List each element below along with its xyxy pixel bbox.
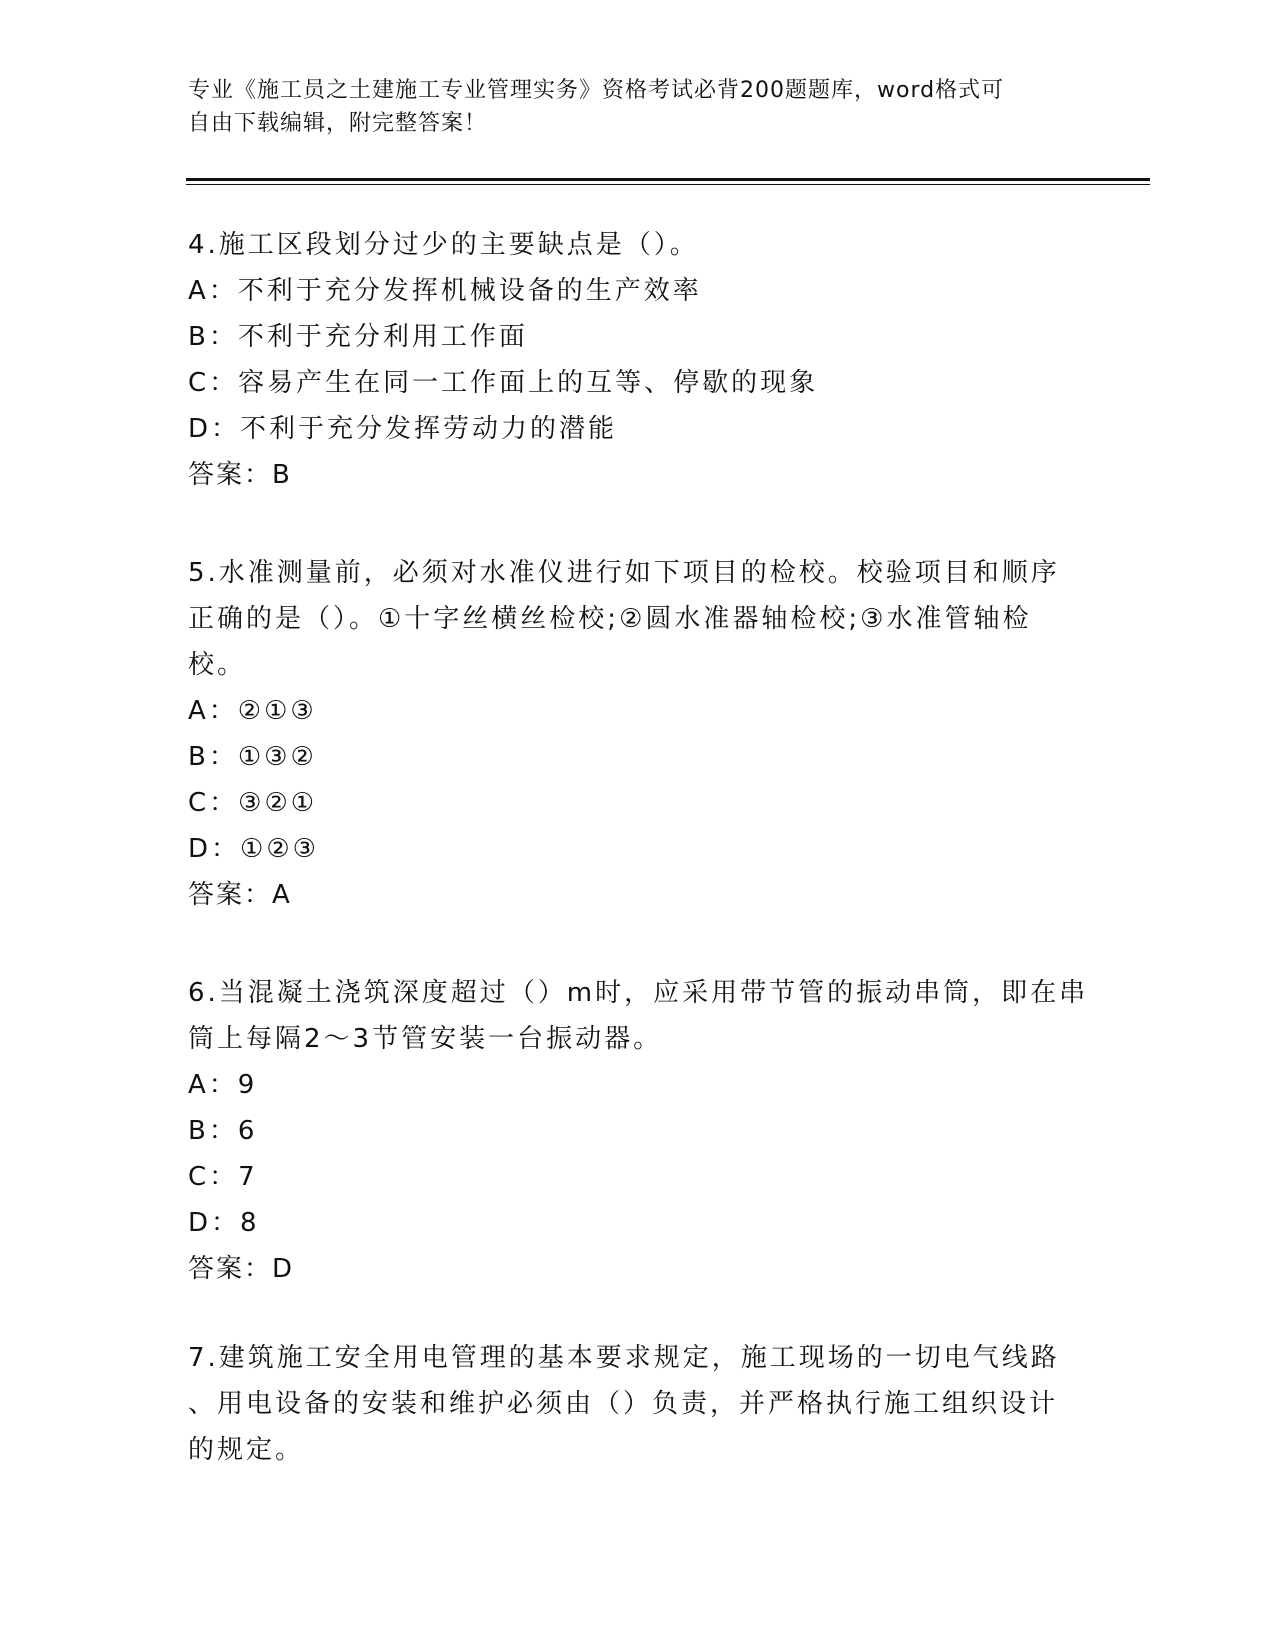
- answer: 答案：B: [188, 460, 292, 490]
- option-a: A：不利于充分发挥机械设备的生产效率: [188, 276, 702, 306]
- answer: 答案：A: [188, 880, 292, 910]
- question-text: 的规定。: [188, 1435, 305, 1465]
- question-6: [188, 970, 1088, 1292]
- option-d: D：不利于充分发挥劳动力的潜能: [188, 414, 618, 444]
- question-text: 4.施工区段划分过少的主要缺点是（）。: [188, 230, 699, 260]
- document-header: [188, 74, 1068, 140]
- option-c: C：③②①: [188, 788, 318, 818]
- option-a: A：9: [188, 1070, 258, 1100]
- option-b: B：不利于充分利用工作面: [188, 322, 528, 352]
- option-c: C：容易产生在同一工作面上的互等、停歇的现象: [188, 368, 819, 398]
- header-divider-thin: [186, 184, 1150, 185]
- option-d: D：①②③: [188, 834, 319, 864]
- question-text: 筒上每隔2～3节管安装一台振动器。: [188, 1024, 663, 1054]
- question-text: 6.当混凝土浇筑深度超过（）m时，应采用带节管的振动串筒，即在串: [188, 978, 1089, 1008]
- option-d: D：8: [188, 1208, 260, 1238]
- answer: 答案：D: [188, 1254, 295, 1284]
- option-c: C：7: [188, 1162, 258, 1192]
- option-a: A：②①③: [188, 696, 317, 726]
- header-line-1: 专业《施工员之土建施工专业管理实务》资格考试必背200题题库，word格式可: [188, 78, 1005, 103]
- question-text: 校。: [188, 650, 247, 680]
- option-b: B：6: [188, 1116, 258, 1146]
- question-text: 5.水准测量前，必须对水准仪进行如下项目的检校。校验项目和顺序: [188, 558, 1060, 588]
- question-7: [188, 1335, 1088, 1473]
- question-4: [188, 222, 1088, 498]
- question-text: 、用电设备的安装和维护必须由（）负责，并严格执行施工组织设计: [188, 1389, 1059, 1419]
- header-line-2: 自由下载编辑，附完整答案！: [188, 111, 488, 136]
- header-divider-thick: [186, 178, 1150, 181]
- question-text: 正确的是（）。①十字丝横丝检校;②圆水准器轴检校;③水准管轴检: [188, 604, 1032, 634]
- option-b: B：①③②: [188, 742, 317, 772]
- question-5: [188, 550, 1088, 918]
- question-text: 7.建筑施工安全用电管理的基本要求规定，施工现场的一切电气线路: [188, 1343, 1060, 1373]
